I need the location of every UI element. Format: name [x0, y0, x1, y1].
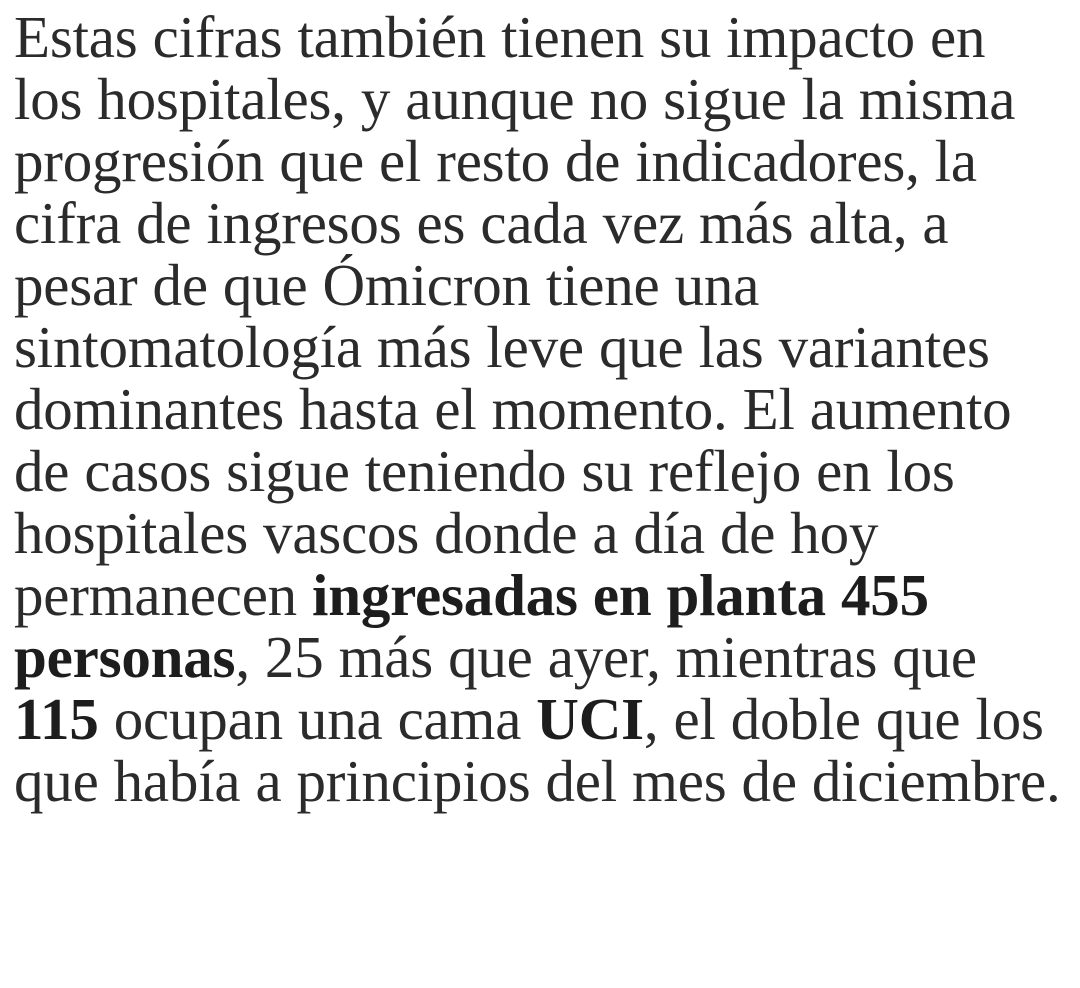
- body-text: ocupan una cama: [98, 686, 537, 752]
- body-text: , el doble que los que había a principios del mes de diciembre.: [14, 686, 1061, 814]
- emphasized-text: ingresadas en planta 455 personas: [14, 562, 929, 690]
- emphasized-text: 115: [14, 686, 99, 752]
- body-text: , 25 más que ayer, mientras que: [235, 624, 977, 690]
- article-paragraph: [14, 6, 1062, 812]
- body-text: Estas cifras también tienen su impacto en los hospitales, y aunque no sigue la misma progresión que el resto de indicadores, la cifra de ingresos es cada vez más alta, a pesar de que Ómicron tiene una sintomatología más leve que las variantes dominantes hasta el momento. El aumento de casos sigue teniendo su reflejo en los hospitales vascos donde a día de hoy permanecen: [14, 4, 1016, 628]
- emphasized-text: UCI: [536, 686, 644, 752]
